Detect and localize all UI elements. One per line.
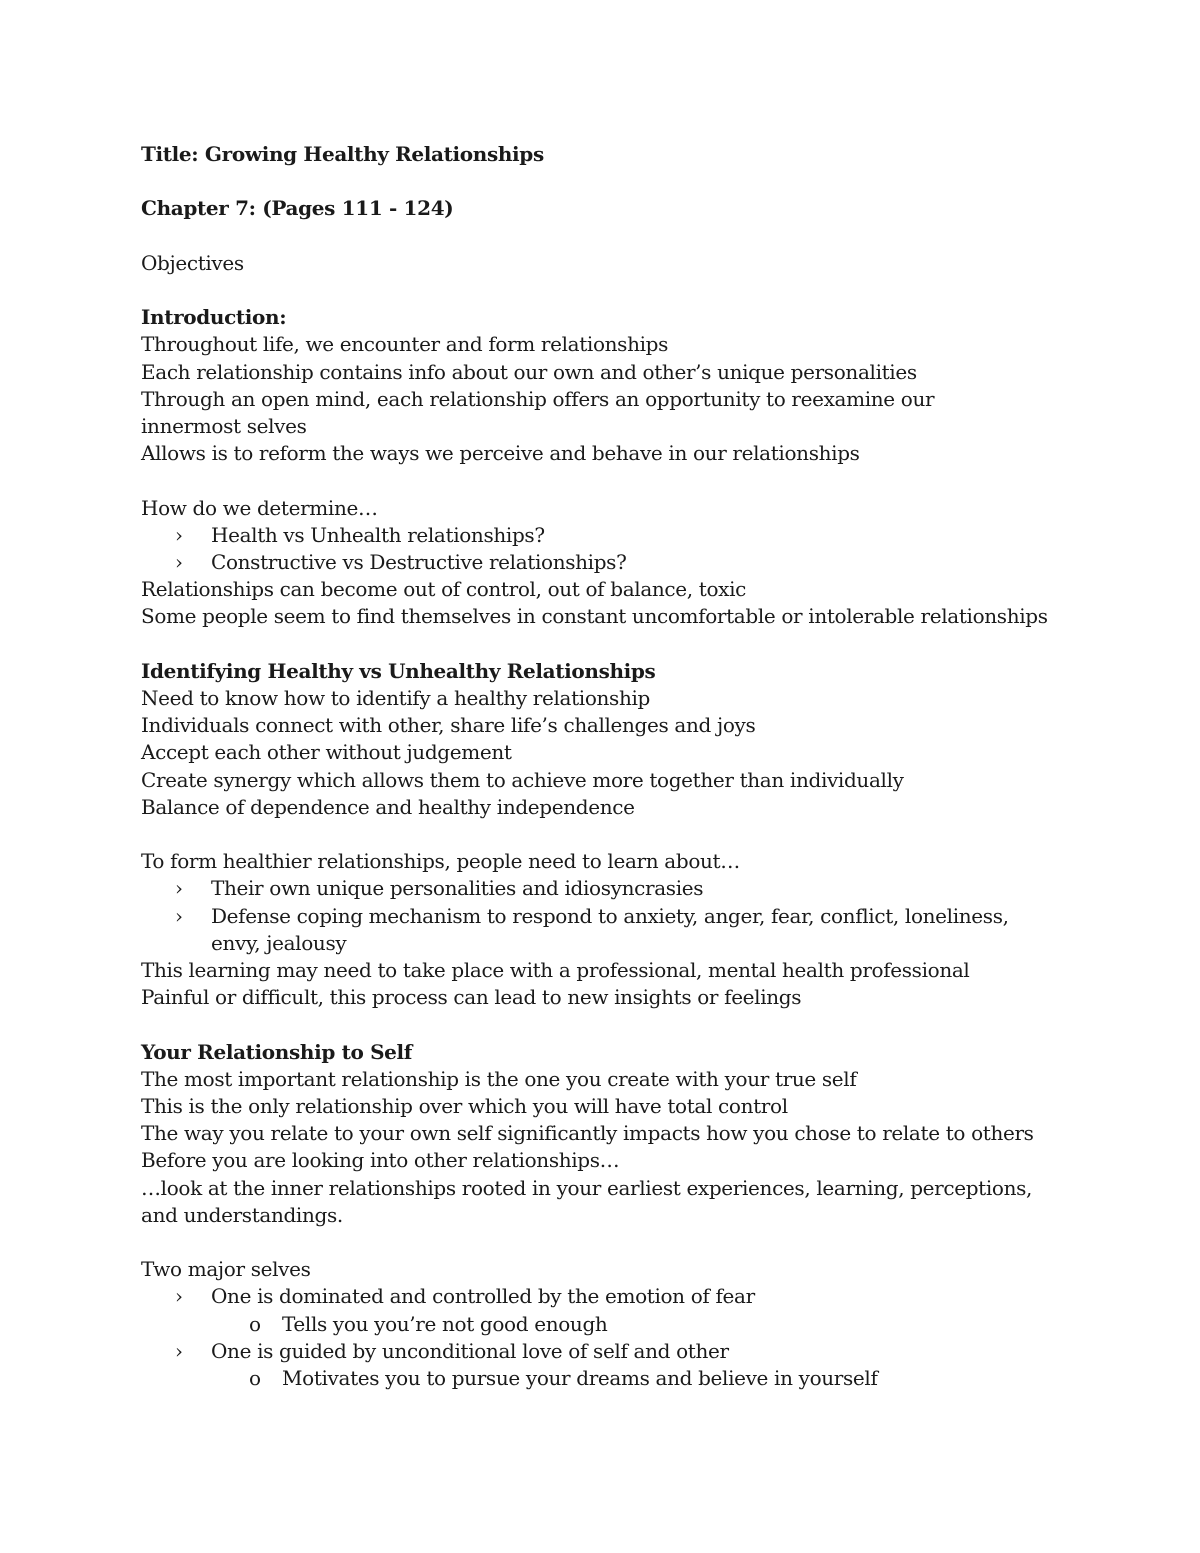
sub-bullet-marker: o — [249, 1366, 261, 1391]
bullet-text: One is guided by unconditional love of self and other — [211, 1338, 729, 1363]
bullet-text: Their own unique personalities and idiosyncrasies — [211, 876, 704, 901]
section-heading: Identifying Healthy vs Unhealthy Relationships — [141, 658, 656, 683]
spacer — [141, 631, 1061, 658]
bullet-item — [141, 1283, 1061, 1310]
bullet-item — [141, 549, 1061, 576]
paragraph-line: Each relationship contains info about our own and other’s unique personalities — [141, 359, 917, 384]
bullet-text: One is dominated and controlled by the emotion of fear — [211, 1284, 755, 1309]
bullet-marker: › — [175, 549, 183, 574]
bullet-text: Constructive vs Destructive relationships? — [211, 549, 627, 574]
paragraph-line: Before you are looking into other relationships… — [141, 1148, 620, 1173]
chapter-heading: Chapter 7: (Pages 111 - 124) — [141, 196, 454, 221]
bullet-text: Defense coping mechanism to respond to anxiety, anger, fear, conflict, loneliness, envy, jealousy — [211, 903, 1009, 955]
document-title: Title: Growing Healthy Relationships — [141, 142, 544, 166]
spacer — [141, 467, 1061, 494]
paragraph-line: …look at the inner relationships rooted in your earliest experiences, learning, perceptions, and understandings. — [141, 1175, 1033, 1227]
sub-bullet-text: Tells you you’re not good enough — [282, 1311, 608, 1336]
paragraph-line: Balance of dependence and healthy independence — [141, 794, 635, 819]
identifying-section — [141, 658, 1061, 821]
lead-line: To form healthier relationships, people need to learn about… — [141, 849, 740, 874]
spacer — [141, 1011, 1061, 1038]
self-section — [141, 1039, 1061, 1229]
paragraph-line: This is the only relationship over which you will have total control — [141, 1094, 788, 1118]
bullet-item — [141, 875, 1061, 902]
paragraph-line: Need to know how to identify a healthy relationship — [141, 685, 650, 710]
section-heading: Your Relationship to Self — [141, 1039, 413, 1064]
paragraph-line: Throughout life, we encounter and form relationships — [141, 332, 669, 357]
bullet-marker: › — [175, 522, 183, 547]
sub-bullet-marker: o — [249, 1311, 261, 1336]
determine-section — [141, 495, 1061, 631]
bullet-item — [141, 903, 1041, 957]
bullet-marker: › — [175, 1338, 183, 1363]
healthier-section — [141, 848, 1061, 1011]
paragraph-line: Through an open mind, each relationship offers an opportunity to reexamine our innermost selves — [141, 386, 935, 438]
section-heading: Introduction: — [141, 305, 287, 330]
paragraph-line: Individuals connect with other, share life’s challenges and joys — [141, 713, 756, 738]
paragraph-line: Relationships can become out of control, out of balance, toxic — [141, 577, 746, 602]
spacer — [141, 277, 1061, 304]
paragraph-line: This learning may need to take place with a professional, mental health professional — [141, 958, 970, 982]
paragraph-line: Create synergy which allows them to achieve more together than individually — [141, 767, 904, 792]
bullet-item — [141, 522, 1061, 549]
lead-line: How do we determine… — [141, 495, 378, 520]
introduction-section — [141, 304, 1061, 467]
bullet-text: Health vs Unhealth relationships? — [211, 522, 545, 547]
spacer — [141, 168, 1061, 195]
lead-line: Two major selves — [141, 1257, 311, 1282]
objectives-label: Objectives — [141, 250, 244, 275]
paragraph-line: Accept each other without judgement — [141, 740, 512, 765]
spacer — [141, 821, 1061, 848]
two-selves-section — [141, 1256, 1061, 1392]
bullet-marker: › — [175, 903, 183, 928]
paragraph-line: Allows is to reform the ways we perceive and behave in our relationships — [141, 441, 860, 466]
spacer — [141, 223, 1061, 250]
bullet-marker: › — [175, 876, 183, 901]
paragraph-line: The way you relate to your own self significantly impacts how you chose to relate to others — [141, 1121, 1034, 1146]
sub-bullet-item — [141, 1365, 1061, 1392]
paragraph-line: The most important relationship is the one you create with your true self — [141, 1066, 857, 1091]
bullet-item — [141, 1338, 1061, 1365]
spacer — [141, 1229, 1061, 1256]
sub-bullet-text: Motivates you to pursue your dreams and believe in yourself — [282, 1366, 878, 1391]
bullet-marker: › — [175, 1284, 183, 1309]
paragraph-line: Some people seem to find themselves in constant uncomfortable or intolerable relationships — [141, 604, 1048, 629]
sub-bullet-item — [141, 1311, 1061, 1338]
document-page — [141, 141, 1061, 1392]
paragraph-line: Painful or difficult, this process can lead to new insights or feelings — [141, 985, 802, 1010]
